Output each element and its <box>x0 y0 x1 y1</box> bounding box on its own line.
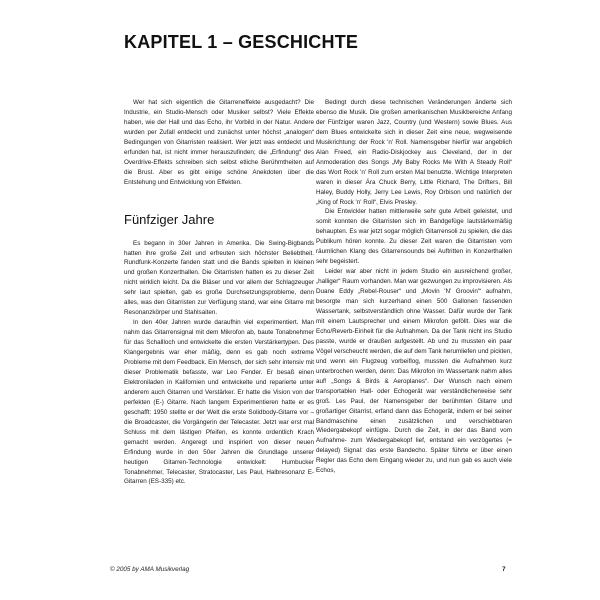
body-paragraph: Bedingt durch diese technischen Veränderungen änderte sich ebenso die Musik. Die großen amerikanischen Musikbereiche Anfang der Fünfziger waren Jazz, Country (und Western) sowie Blues. Aus dem Blues entwickelte sich in dieser Zeit eine neue, wegweisende Musikrichtung: der Rock 'n' Roll. Namensgeber hierfür war angeblich Alan Freed, ein Radio-Diskjockey aus Cleveland, der in der Anmoderation des Songs „My Baby Rocks Me With A Steady Roll“ das Wort Rock 'n' Roll zum ersten Mal benutzte. Wichtige Interpreten waren in dieser Ära Chuck Berry, Little Richard, The Drifters, Bill Haley, Buddy Holly, Jerry Lee Lewis, Roy Orbison und natürlich der „King of Rock 'n' Roll“, Elvis Presley. <box>316 99 512 206</box>
right-column <box>316 98 512 476</box>
intro-paragraph: Wer hat sich eigentlich die Gitarreneffekte ausgedacht? Die Industrie, ein Studio-Mensch oder Musiker selbst? Viele Effekte haben, wie der Hall und das Echo, ihr Vorbild in der Natur. Andere wurden per Zufall entdeckt und zunächst unter höchst „analogen“ Bedingungen von Gitarristen realisiert. Wer jetzt was entdeckt und erfunden hat, ist nicht immer herauszufinden; die „Erfindung“ des Overdrive-Effekts schreiben sich selbst etliche Berühmtheiten auf die Brust. Aber es gibt einige schöne Anekdoten über die Entstehung und Entwicklung von Effekten. <box>124 99 314 186</box>
body-paragraph: Leider war aber nicht in jedem Studio ein ausreichend großer, „halliger“ Raum vorhanden. Man war gezwungen zu improvisieren. Als Duane Eddy „Rebel-Rouser“ und „Movin 'N' Groovin'“ aufnahm, besorgte man sich kurzerhand einen 500 Gallonen fassenden Wassertank, selbstverständlich ohne Wasser. Dafür wurde der Tank mit einem Lautsprecher und einem Mikrofon geföllt. Dies war die Echo/Reverb-Einheit für die Aufnahmen. Da der Tank nicht ins Studio passte, wurde er draußen aufgestellt. Ab und zu mussten ein paar Vögel verscheucht werden, die auf dem Tank herumliefen und pickten, und wenn ein Flugzeug vorbeiflog, mussten die Aufnahmen kurz unterbrochen werden, denn: Das Mikrofon im Wassertank nahm alles auf! „Songs & Birds & Aeroplanes“. Der Wunsch nach einem transportablen Hall- oder Echogerät war verständlicherweise sehr groß. Les Paul, der Namensgeber der berühmten Gitarre und großartiger Gitarrist, erfand dann das Echogerät, indem er bei seiner Bandmaschine einen zusätzlichen und verschiebbaren Wiedergabekopf einfügte. Durch die Zeit, in der das Band vom Aufnahme- zum Wiedergabekopf lief, entstand ein verzögertes (= delayed) Signal: das erste Bandecho. Später führte er über einen Regler das Echo dem Eingang wieder zu, und nun gab es auch viele Echos, <box>316 268 512 475</box>
left-column <box>124 98 314 487</box>
page-number: 7 <box>502 566 506 573</box>
body-paragraph: Die Entwickler hatten mittlerweile sehr gute Arbeit geleistet, und somit konnten die Gitarristen sich im Bandgefüge lautstärkemäßig behaupten. Es war jetzt sogar möglich Gitarrensoli zu spielen, die das Publikum hören konnte. Zu dieser Zeit waren die Gitarristen vom räumlichen Klang des Gitarrensounds bei Auftritten in Konzerthallen sehr begeistert. <box>316 208 512 266</box>
body-paragraph: Es begann in 30er Jahren in Amerika. Die Swing-Bigbands hatten ihre große Zeit und erfreuten sich höchster Beliebtheit. Rundfunk-Konzerte fanden statt und die Bands spielten in kleinen und großen Konzerthallen. Die Gitarristen hatten es zu dieser Zeit nicht wirklich leicht. Da die Bläser und vor allem der Schlagzeuger sehr laut spielten, gab es große Durchsetzungsprobleme, denn alles, was den Gitarristen zur Verfügung stand, war eine Gitarre mit Resonanzkörper und Stahlsaiten. <box>124 239 314 317</box>
chapter-title: KAPITEL 1 – GESCHICHTE <box>124 32 359 52</box>
body-paragraph: In den 40er Jahren wurde daraufhin viel experimentiert. Man nahm das Gitarrensignal mit dem Mikrofon ab, baute Tonabnehmer für das Schallloch und entwickelte die ersten Verstärkertypen. Des Klangergebnis war eher mäßig, denn es gab noch extreme Probleme mit dem Feedback. Ein Mensch, der sich sehr intensiv mit dieser Problematik befasste, war Leo Fender. Er besaß einen Elektroniladen in Kalifornien und entwickelte und reparierte unter anderem auch Gitarren und Verstärker. Er hatte die Vision von der perfekten (E-) Gitarre. Nach langem Experimentieren hatte er es geschafft: 1950 stellte er der Welt die erste Solidbody-Gitarre vor – die Broadcaster, die Vorgängerin der Telecaster. Jetzt war erst mal Schluss mit dem lästigen Pfeifen, es konnte ordentlich Krach gemacht werden. Angeregt und inspiriert von dieser neuen Erfindung wurde in den 50er Jahren die Grundlage unserer heutigen Gitarren-Technologie entwickelt: Humbucker Tonabnehmer, Telecaster, Stratocaster, Les Paul, Halbresonanz E-Gitarren (ES-335) etc. <box>124 319 314 486</box>
footer-copyright: © 2005 by AMA Musikverlag <box>110 566 190 573</box>
section-heading: Fünfziger Jahre <box>124 211 215 227</box>
